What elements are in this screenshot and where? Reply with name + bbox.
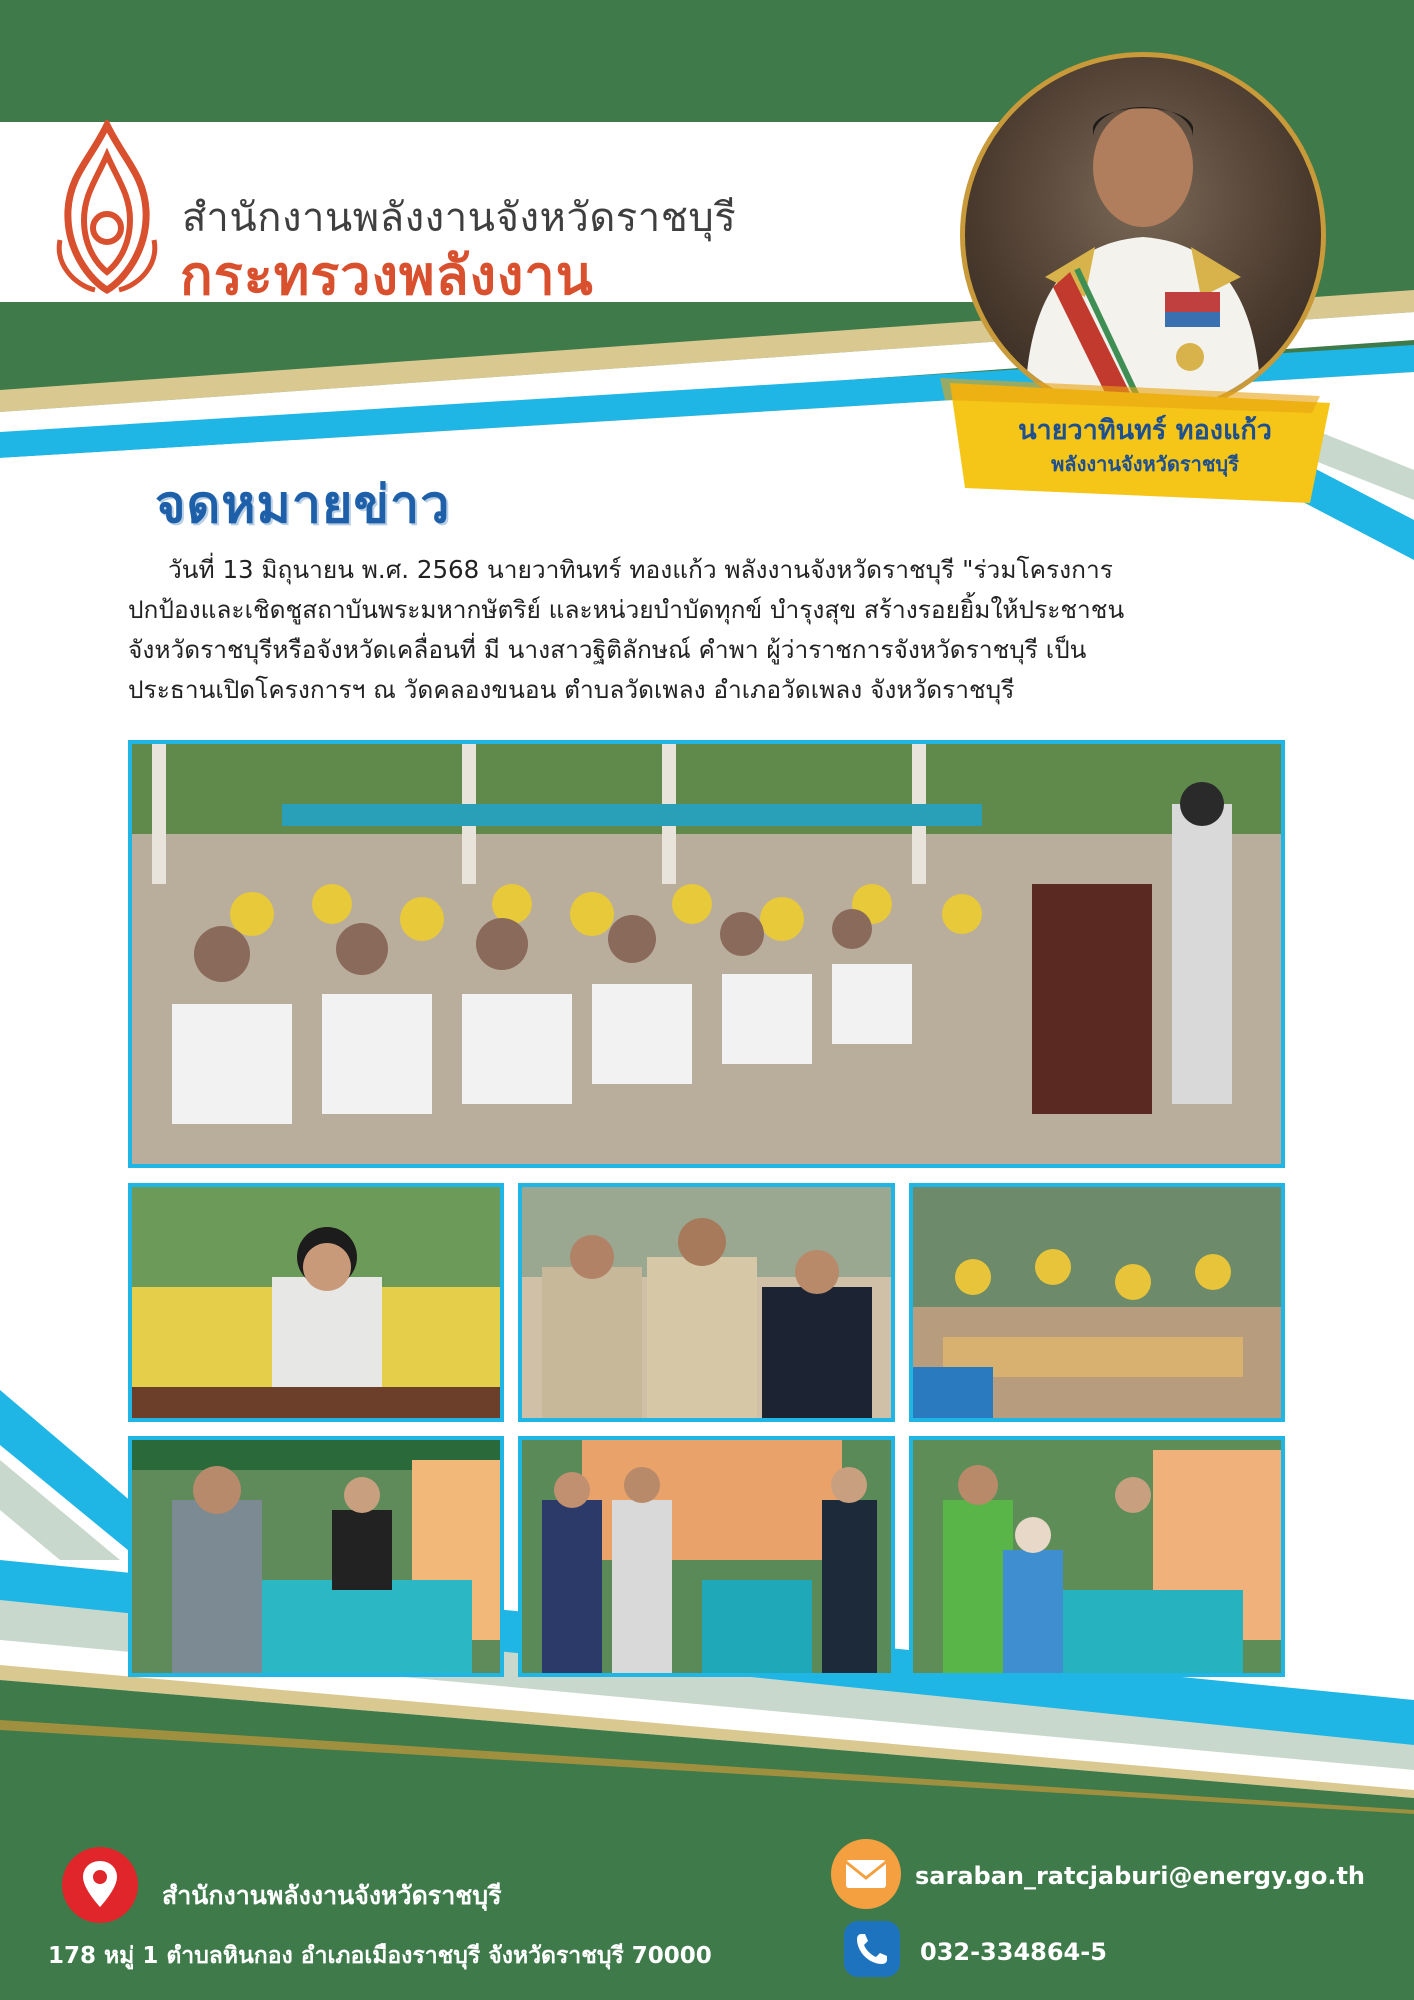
footer-address: 178 หมู่ 1 ตำบลหินกอง อำเภอเมืองราชบุรี จังหวัดราชบุรี 70000	[48, 1943, 712, 1969]
photo-speaker	[128, 1183, 504, 1422]
newsletter-title: จดหมายข่าว	[155, 475, 451, 535]
photo-info-booth-2	[518, 1436, 895, 1677]
footer-office: สำนักงานพลังงานจังหวัดราชบุรี	[162, 1881, 502, 1910]
photo-info-booth-3	[909, 1436, 1285, 1677]
photo-main-audience	[128, 740, 1285, 1168]
photo-info-booth-1	[128, 1436, 504, 1677]
news-line: จังหวัดราชบุรีหรือจังหวัดเคลื่อนที่ มี นางสาวฐิติลักษณ์ คำพา ผู้ว่าราชการจังหวัดราชบุรี เป็น	[128, 635, 1087, 664]
flame-logo-icon	[50, 120, 165, 295]
news-line: ปกป้องและเชิดชูสถาบันพระมหากษัตริย์ และหน่วยบำบัดทุกข์ บำรุงสุข สร้างรอยยิ้มให้ประชาชน	[128, 595, 1125, 624]
news-line: ประธานเปิดโครงการฯ ณ วัดคลองขนอน ตำบลวัดเพลง อำเภอวัดเพลง จังหวัดราชบุรี	[128, 675, 1015, 704]
official-position: พลังงานจังหวัดราชบุรี	[1051, 452, 1239, 476]
news-body	[128, 550, 1238, 710]
org-name: สำนักงานพลังงานจังหวัดราชบุรี	[182, 195, 737, 241]
official-name: นายวาทินทร์ ทองแก้ว	[1018, 415, 1272, 446]
footer-email[interactable]: saraban_ratcjaburi@energy.go.th	[915, 1862, 1366, 1890]
official-portrait	[960, 52, 1326, 418]
photo-food-booth	[909, 1183, 1285, 1422]
photo-officials	[518, 1183, 895, 1422]
ministry-name: กระทรวงพลังงาน	[180, 244, 594, 307]
mail-icon	[830, 1838, 902, 1910]
footer-phone[interactable]: 032-334864-5	[920, 1938, 1107, 1966]
news-line: วันที่ 13 มิถุนายน พ.ศ. 2568 นายวาทินทร์ ทองแก้ว พลังงานจังหวัดราชบุรี "ร่วมโครงการ	[168, 555, 1113, 584]
location-pin-icon	[60, 1845, 140, 1925]
phone-icon	[843, 1920, 901, 1978]
